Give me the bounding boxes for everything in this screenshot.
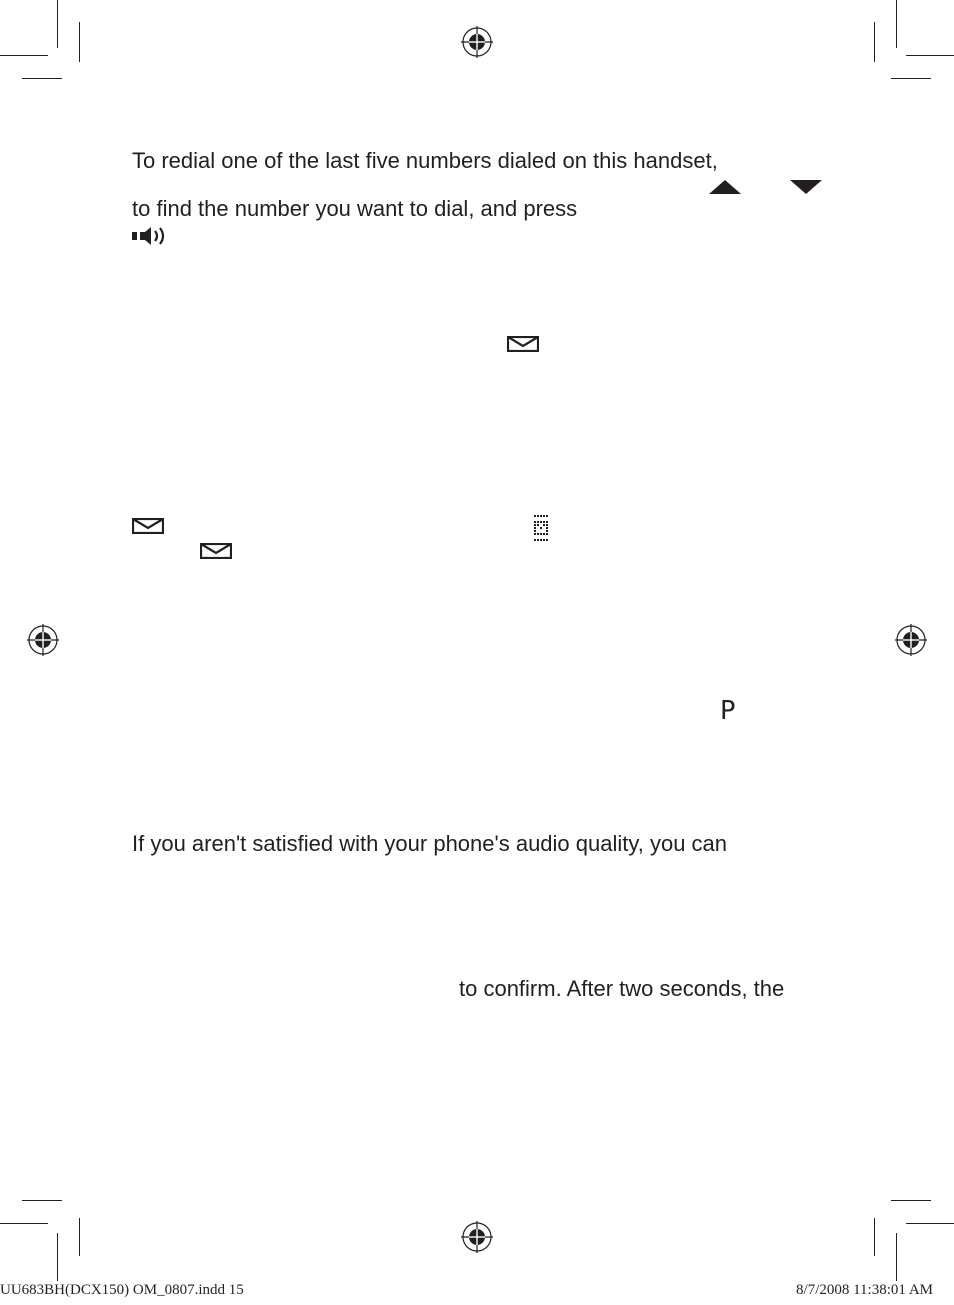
crop-mark (874, 22, 875, 62)
registration-mark-icon (461, 26, 493, 58)
print-footer-timestamp: 8/7/2008 11:38:01 AM (796, 1282, 933, 1298)
crop-mark (22, 78, 62, 79)
registration-mark-icon (461, 1221, 493, 1253)
crop-mark (896, 0, 897, 48)
crop-mark (896, 1233, 897, 1281)
envelope-icon (200, 543, 232, 559)
lcd-pause-glyph: P (720, 696, 736, 726)
body-text-line: If you aren't satisfied with your phone's audio quality, you can (132, 831, 728, 856)
crop-mark (57, 0, 58, 48)
crop-mark (22, 1200, 62, 1201)
crop-mark (0, 55, 48, 56)
crop-mark (906, 1223, 954, 1224)
crop-mark (891, 1200, 931, 1201)
speaker-icon (132, 226, 170, 246)
envelope-icon (507, 336, 539, 352)
down-arrow-icon (790, 180, 822, 194)
body-text-line: to find the number you want to dial, and press (132, 196, 578, 221)
body-text-line: To redial one of the last five numbers dialed on this handset, (132, 148, 718, 173)
crop-mark (874, 1218, 875, 1256)
registration-mark-icon (895, 624, 927, 656)
envelope-icon (132, 518, 164, 534)
crop-mark (0, 1223, 48, 1224)
up-arrow-icon (709, 180, 741, 194)
lcd-envelope-icon (533, 515, 549, 541)
crop-mark (79, 1218, 80, 1256)
body-text-line: to confirm. After two seconds, the (459, 976, 785, 1001)
crop-mark (906, 55, 954, 56)
crop-mark (79, 22, 80, 62)
registration-mark-icon (27, 624, 59, 656)
crop-mark (891, 78, 931, 79)
print-footer-filename: UU683BH(DCX150) OM_0807.indd 15 (0, 1282, 244, 1298)
crop-mark (57, 1233, 58, 1281)
